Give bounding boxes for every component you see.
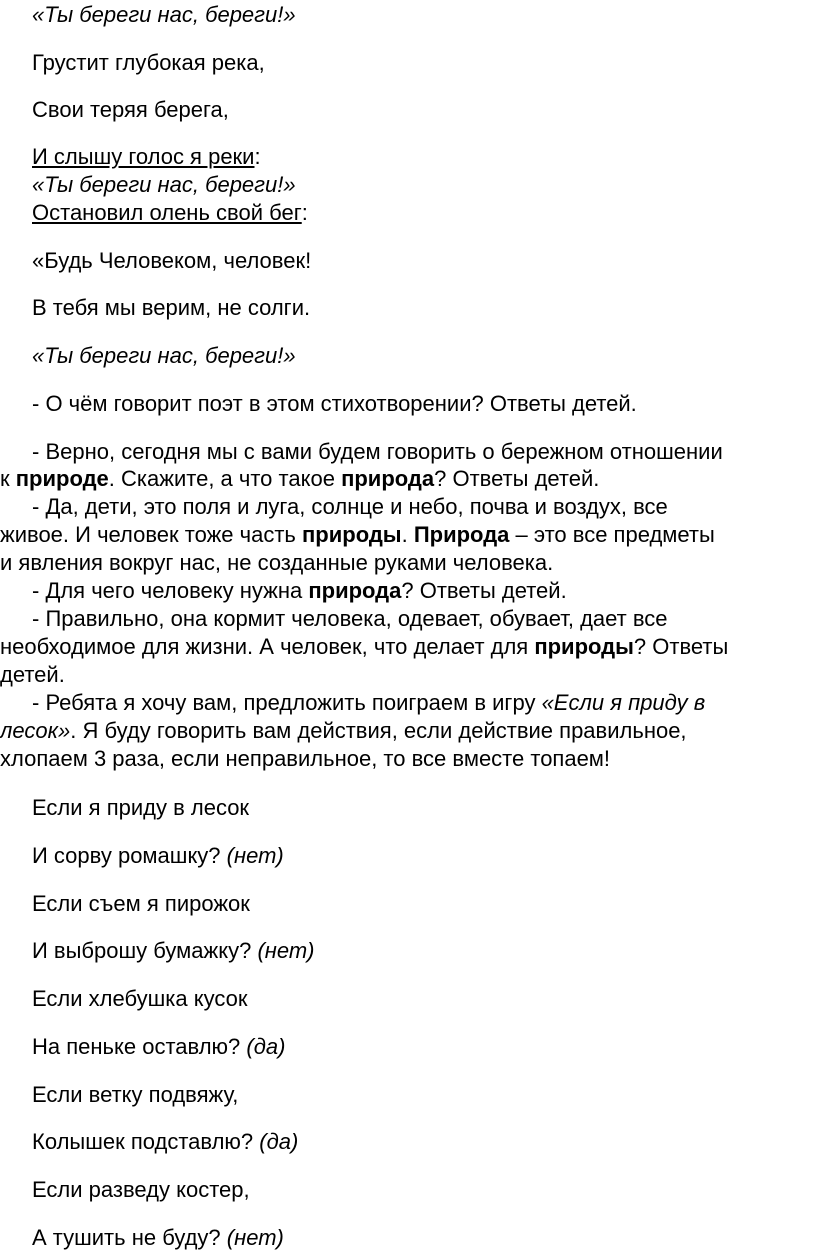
- dialogue-question-1: - О чём говорит поэт в этом стихотворении? Ответы детей.: [32, 391, 637, 416]
- game-line: [32, 1082, 238, 1108]
- colon-1: :: [254, 144, 261, 169]
- p4-bold-priroda: природа: [308, 578, 402, 603]
- game-line: [32, 843, 284, 869]
- p5-post: ? Ответы: [633, 634, 729, 659]
- dialogue-p3-line-c: и явления вокруг нас, не созданные руками человека.: [0, 550, 554, 575]
- dialogue-p6-line-c: хлопаем 3 раза, если неправильное, то все вместе топаем!: [0, 746, 611, 771]
- game-line: [32, 891, 250, 917]
- game-line-text: Если я приду в лесок: [32, 795, 250, 820]
- poem-refrain-2: «Ты береги нас, береги!»: [32, 172, 296, 197]
- game-line-text: А тушить не буду?: [32, 1225, 227, 1250]
- colon-2: :: [301, 200, 308, 225]
- dialogue-p6-line-b: [0, 718, 687, 744]
- game-line-text: Колышек подставлю?: [32, 1129, 260, 1154]
- p4-post: ? Ответы детей.: [401, 578, 567, 603]
- dialogue-p5-line-b: [0, 634, 728, 660]
- game-line: [32, 986, 247, 1012]
- game-line-answer: (нет): [226, 843, 284, 868]
- dialogue-p4: [32, 578, 567, 604]
- p3-bold-priroda: Природа: [413, 522, 510, 547]
- p3-dot: .: [401, 522, 414, 547]
- dialogue-p2-line-b: [0, 466, 599, 492]
- game-line-text: На пеньке оставлю?: [32, 1034, 247, 1059]
- dialogue-p3-line-a: - Да, дети, это поля и луга, солнце и небо, почва и воздух, все: [32, 494, 668, 519]
- p6-italic-game-title-b: лесок»: [0, 718, 71, 743]
- game-line-text: И сорву ромашку?: [32, 843, 227, 868]
- poem-line-hear: [32, 144, 261, 170]
- poem-refrain-1: «Ты береги нас, береги!»: [32, 2, 296, 27]
- p3-post: – это все предметы: [509, 522, 715, 547]
- p5-pre: необходимое для жизни. А человек, что делает для: [0, 634, 535, 659]
- p2-bold-priroda-1: природе: [15, 466, 109, 491]
- game-line-answer: (да): [259, 1129, 299, 1154]
- p2-bold-priroda-2: природа: [341, 466, 435, 491]
- poem-refrain-3: «Ты береги нас, береги!»: [32, 343, 296, 368]
- dialogue-p5-line-c: детей.: [0, 662, 65, 687]
- poem-line-banks: Свои теряя берега,: [32, 97, 229, 122]
- game-line: [32, 1034, 285, 1060]
- game-line: [32, 1129, 298, 1155]
- dialogue-p5-line-a: - Правильно, она кормит человека, одевает, обувает, дает все: [32, 606, 668, 631]
- p4-pre: - Для чего человеку нужна: [32, 578, 309, 603]
- game-line: [32, 795, 249, 821]
- game-line: [32, 1225, 284, 1251]
- p6-italic-game-title-a: «Если я приду в: [541, 690, 706, 715]
- p2-post: ? Ответы детей.: [434, 466, 600, 491]
- game-line-text: Если разведу костер,: [32, 1177, 250, 1202]
- p2-mid: . Скажите, а что такое: [108, 466, 342, 491]
- dialogue-p3-line-b: [0, 522, 715, 548]
- p2-pre: к: [0, 466, 16, 491]
- game-line-answer: (да): [246, 1034, 286, 1059]
- underlined-deer-text: Остановил олень свой бег: [32, 200, 302, 225]
- game-line-text: Если хлебушка кусок: [32, 986, 248, 1011]
- poem-line-believe: В тебя мы верим, не солги.: [32, 295, 311, 320]
- game-line-text: Если ветку подвяжу,: [32, 1082, 239, 1107]
- poem-line-river: Грустит глубокая река,: [32, 50, 265, 75]
- game-line-answer: (нет): [226, 1225, 284, 1250]
- underlined-hear-text: И слышу голос я реки: [32, 144, 255, 169]
- p6-post: . Я буду говорить вам действия, если действие правильное,: [70, 718, 687, 743]
- dialogue-p6-line-a: [32, 690, 705, 716]
- game-line: [32, 1177, 250, 1203]
- p3-bold-prirody: природы: [302, 522, 402, 547]
- game-line-text: И выброшу бумажку?: [32, 938, 258, 963]
- p6-pre: - Ребята я хочу вам, предложить поиграем в игру: [32, 690, 542, 715]
- p3-pre: живое. И человек тоже часть: [0, 522, 302, 547]
- poem-line-deer: [32, 200, 308, 226]
- game-line: [32, 938, 315, 964]
- poem-line-human: «Будь Человеком, человек!: [32, 248, 312, 273]
- game-line-answer: (нет): [257, 938, 315, 963]
- dialogue-p2-line-a: - Верно, сегодня мы с вами будем говорить о бережном отношении: [32, 439, 723, 464]
- game-line-text: Если съем я пирожок: [32, 891, 250, 916]
- p5-bold-prirody: природы: [534, 634, 634, 659]
